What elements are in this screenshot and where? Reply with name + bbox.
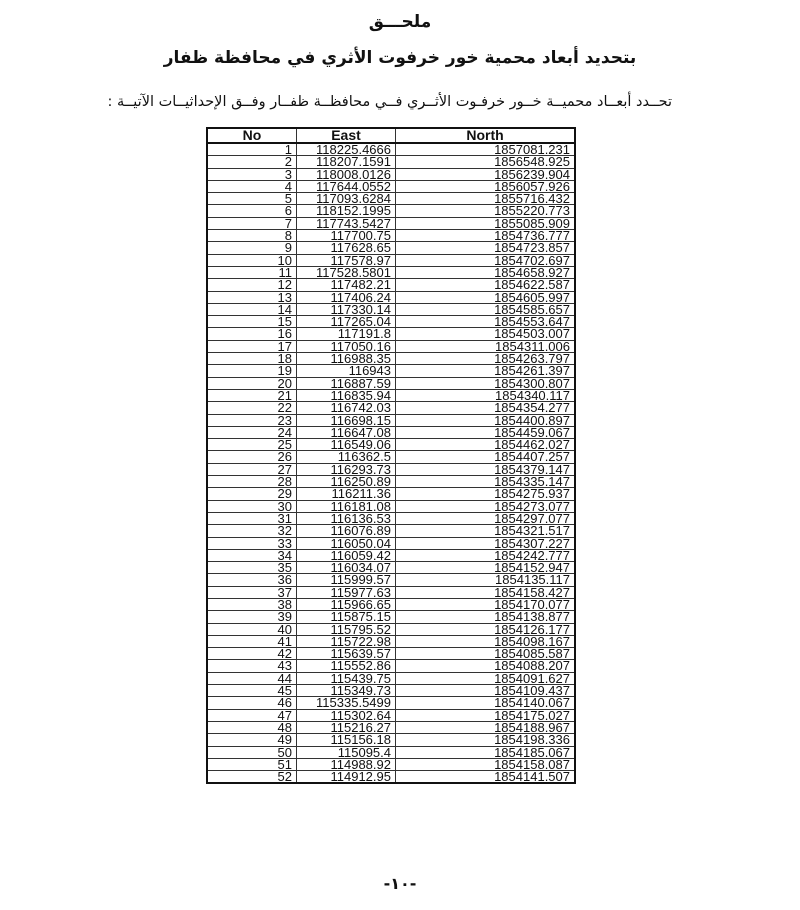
cell-no: 29 <box>207 488 297 500</box>
cell-no: 22 <box>207 402 297 414</box>
cell-north: 1854175.027 <box>396 709 576 721</box>
cell-east: 117330.14 <box>297 303 396 315</box>
cell-east: 116698.15 <box>297 414 396 426</box>
cell-no: 8 <box>207 230 297 242</box>
cell-east: 118225.4666 <box>297 143 396 156</box>
cell-no: 50 <box>207 746 297 758</box>
cell-north: 1854109.437 <box>396 685 576 697</box>
cell-east: 115722.98 <box>297 635 396 647</box>
cell-east: 116835.94 <box>297 389 396 401</box>
cell-north: 1854340.117 <box>396 389 576 401</box>
cell-east: 116988.35 <box>297 353 396 365</box>
cell-north: 1854459.067 <box>396 426 576 438</box>
cell-east: 117743.5427 <box>297 217 396 229</box>
cell-east: 116549.06 <box>297 439 396 451</box>
cell-no: 14 <box>207 303 297 315</box>
cell-north: 1854622.587 <box>396 279 576 291</box>
cell-east: 117406.24 <box>297 291 396 303</box>
cell-no: 19 <box>207 365 297 377</box>
cell-north: 1854152.947 <box>396 562 576 574</box>
cell-no: 3 <box>207 168 297 180</box>
cell-north: 1854135.117 <box>396 574 576 586</box>
cell-east: 115999.57 <box>297 574 396 586</box>
cell-north: 1854605.997 <box>396 291 576 303</box>
cell-north: 1854242.777 <box>396 549 576 561</box>
cell-no: 5 <box>207 193 297 205</box>
cell-north: 1854170.077 <box>396 598 576 610</box>
cell-east: 115795.52 <box>297 623 396 635</box>
table-row <box>207 771 575 784</box>
cell-north: 1854311.006 <box>396 340 576 352</box>
cell-east: 116076.89 <box>297 525 396 537</box>
cell-north: 1854158.087 <box>396 758 576 770</box>
intro-text: تحــدد أبعــاد محميــة خــور خرفـوت الأثــري فــي محافظــة ظفــار وفــق الإحداثيــات الآتيــة : <box>107 94 672 110</box>
cell-no: 44 <box>207 672 297 684</box>
cell-no: 49 <box>207 734 297 746</box>
page-number: -١٠- <box>383 874 417 893</box>
coordinates-table-body <box>207 143 575 783</box>
cell-east: 116250.89 <box>297 476 396 488</box>
cell-no: 31 <box>207 512 297 524</box>
cell-north: 1854198.336 <box>396 734 576 746</box>
cell-east: 117191.8 <box>297 328 396 340</box>
cell-north: 1854462.027 <box>396 439 576 451</box>
cell-north: 1854158.427 <box>396 586 576 598</box>
cell-east: 115966.65 <box>297 598 396 610</box>
cell-east: 118152.1995 <box>297 205 396 217</box>
cell-north: 1854379.147 <box>396 463 576 475</box>
cell-north: 1854658.927 <box>396 266 576 278</box>
cell-north: 1854185.067 <box>396 746 576 758</box>
cell-north: 1854140.067 <box>396 697 576 709</box>
cell-no: 37 <box>207 586 297 598</box>
decision-subtitle: بتحديد أبعاد محمية خور خرفوت الأثري في محافظة ظفار <box>163 48 637 68</box>
cell-no: 10 <box>207 254 297 266</box>
cell-no: 47 <box>207 709 297 721</box>
cell-north: 1854091.627 <box>396 672 576 684</box>
cell-east: 115977.63 <box>297 586 396 598</box>
cell-no: 13 <box>207 291 297 303</box>
cell-no: 1 <box>207 143 297 156</box>
cell-north: 1854138.877 <box>396 611 576 623</box>
cell-east: 115156.18 <box>297 734 396 746</box>
cell-north: 1854273.077 <box>396 500 576 512</box>
cell-east: 118008.0126 <box>297 168 396 180</box>
cell-no: 45 <box>207 685 297 697</box>
cell-no: 43 <box>207 660 297 672</box>
cell-north: 1854300.807 <box>396 377 576 389</box>
cell-no: 20 <box>207 377 297 389</box>
cell-east: 117050.16 <box>297 340 396 352</box>
cell-no: 12 <box>207 279 297 291</box>
cell-no: 18 <box>207 353 297 365</box>
cell-no: 7 <box>207 217 297 229</box>
cell-north: 1854297.077 <box>396 512 576 524</box>
cell-east: 116034.07 <box>297 562 396 574</box>
cell-no: 6 <box>207 205 297 217</box>
column-header-east: East <box>297 128 396 143</box>
cell-north: 1854126.177 <box>396 623 576 635</box>
cell-north: 1854400.897 <box>396 414 576 426</box>
cell-east: 117528.5801 <box>297 266 396 278</box>
cell-no: 39 <box>207 611 297 623</box>
cell-east: 117700.75 <box>297 230 396 242</box>
cell-north: 1856239.904 <box>396 168 576 180</box>
cell-east: 115639.57 <box>297 648 396 660</box>
cell-east: 114988.92 <box>297 758 396 770</box>
cell-no: 2 <box>207 156 297 168</box>
cell-east: 116050.04 <box>297 537 396 549</box>
cell-no: 26 <box>207 451 297 463</box>
cell-north: 1854098.167 <box>396 635 576 647</box>
cell-no: 46 <box>207 697 297 709</box>
cell-east: 114912.95 <box>297 771 396 784</box>
cell-north: 1856548.925 <box>396 156 576 168</box>
cell-north: 1854307.227 <box>396 537 576 549</box>
cell-north: 1854407.257 <box>396 451 576 463</box>
cell-no: 52 <box>207 771 297 784</box>
cell-no: 40 <box>207 623 297 635</box>
cell-east: 116059.42 <box>297 549 396 561</box>
cell-east: 116647.08 <box>297 426 396 438</box>
cell-no: 30 <box>207 500 297 512</box>
cell-north: 1854702.697 <box>396 254 576 266</box>
cell-no: 11 <box>207 266 297 278</box>
cell-no: 36 <box>207 574 297 586</box>
cell-east: 116362.5 <box>297 451 396 463</box>
cell-east: 116742.03 <box>297 402 396 414</box>
cell-no: 21 <box>207 389 297 401</box>
cell-east: 116293.73 <box>297 463 396 475</box>
cell-north: 1855220.773 <box>396 205 576 217</box>
cell-east: 115335.5499 <box>297 697 396 709</box>
cell-north: 1854263.797 <box>396 353 576 365</box>
cell-north: 1854188.967 <box>396 721 576 733</box>
cell-north: 1855716.432 <box>396 193 576 205</box>
table-header-row <box>207 128 575 143</box>
cell-north: 1854553.647 <box>396 316 576 328</box>
cell-north: 1854088.207 <box>396 660 576 672</box>
cell-no: 4 <box>207 180 297 192</box>
cell-north: 1854321.517 <box>396 525 576 537</box>
cell-no: 17 <box>207 340 297 352</box>
cell-no: 34 <box>207 549 297 561</box>
cell-no: 24 <box>207 426 297 438</box>
cell-no: 27 <box>207 463 297 475</box>
cell-east: 116887.59 <box>297 377 396 389</box>
cell-no: 16 <box>207 328 297 340</box>
cell-east: 117093.6284 <box>297 193 396 205</box>
cell-no: 23 <box>207 414 297 426</box>
cell-east: 117644.0552 <box>297 180 396 192</box>
cell-north: 1854354.277 <box>396 402 576 414</box>
coordinates-table <box>206 127 576 784</box>
cell-no: 28 <box>207 476 297 488</box>
cell-north: 1854261.397 <box>396 365 576 377</box>
cell-east: 117482.21 <box>297 279 396 291</box>
cell-no: 42 <box>207 648 297 660</box>
cell-no: 33 <box>207 537 297 549</box>
cell-north: 1854141.507 <box>396 771 576 784</box>
cell-no: 35 <box>207 562 297 574</box>
cell-east: 115302.64 <box>297 709 396 721</box>
cell-east: 116943 <box>297 365 396 377</box>
cell-east: 115552.86 <box>297 660 396 672</box>
cell-no: 51 <box>207 758 297 770</box>
cell-north: 1856057.926 <box>396 180 576 192</box>
cell-east: 115216.27 <box>297 721 396 733</box>
column-header-north: North <box>396 128 576 143</box>
cell-no: 25 <box>207 439 297 451</box>
cell-north: 1854335.147 <box>396 476 576 488</box>
column-header-no: No <box>207 128 297 143</box>
cell-east: 115349.73 <box>297 685 396 697</box>
cell-east: 115095.4 <box>297 746 396 758</box>
cell-no: 32 <box>207 525 297 537</box>
cell-north: 1854503.007 <box>396 328 576 340</box>
cell-north: 1855085.909 <box>396 217 576 229</box>
cell-no: 48 <box>207 721 297 733</box>
cell-no: 9 <box>207 242 297 254</box>
page-title: ملحـــق <box>368 12 432 32</box>
cell-east: 115875.15 <box>297 611 396 623</box>
cell-east: 117628.65 <box>297 242 396 254</box>
cell-east: 116181.08 <box>297 500 396 512</box>
cell-north: 1854585.657 <box>396 303 576 315</box>
cell-no: 38 <box>207 598 297 610</box>
cell-east: 116136.53 <box>297 512 396 524</box>
cell-no: 15 <box>207 316 297 328</box>
cell-north: 1854736.777 <box>396 230 576 242</box>
cell-north: 1854723.857 <box>396 242 576 254</box>
cell-east: 118207.1591 <box>297 156 396 168</box>
cell-east: 117265.04 <box>297 316 396 328</box>
cell-east: 115439.75 <box>297 672 396 684</box>
cell-no: 41 <box>207 635 297 647</box>
cell-north: 1854275.937 <box>396 488 576 500</box>
cell-east: 117578.97 <box>297 254 396 266</box>
cell-north: 1854085.587 <box>396 648 576 660</box>
cell-east: 116211.36 <box>297 488 396 500</box>
cell-north: 1857081.231 <box>396 143 576 156</box>
